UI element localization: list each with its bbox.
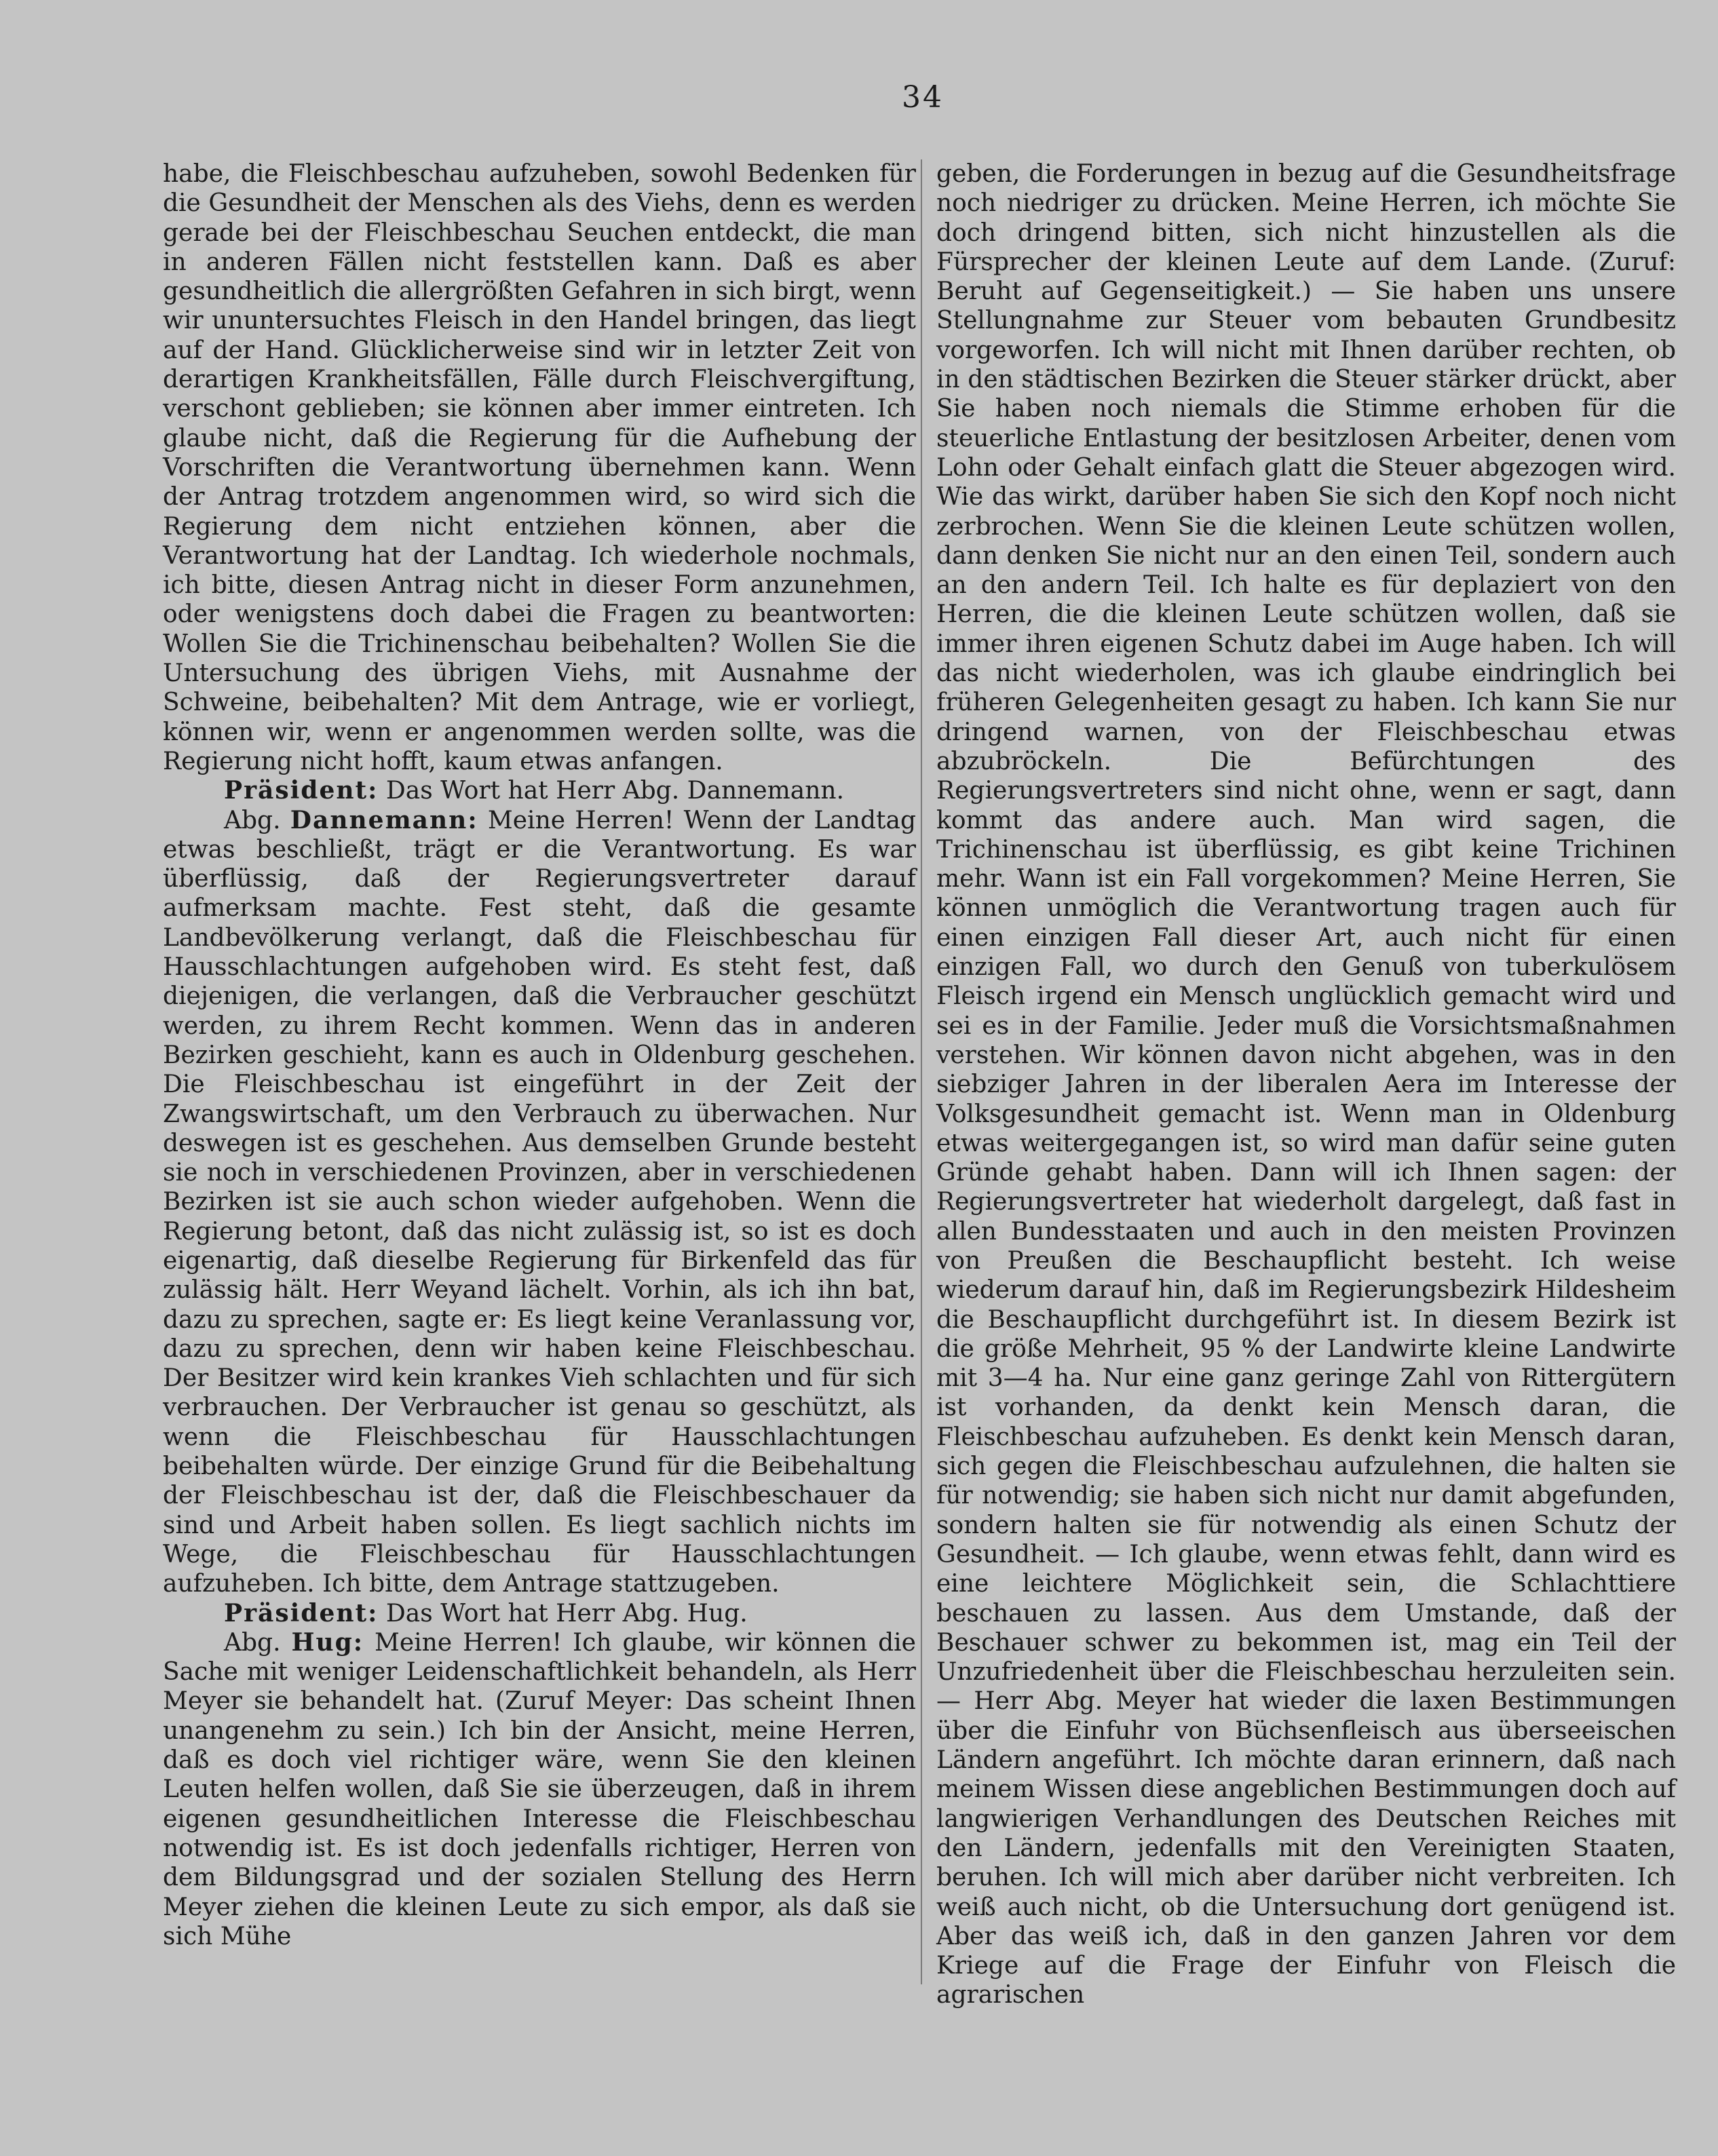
paragraph: geben, die Forderungen in bezug auf die Gesundheitsfrage noch niedriger zu drücken. Meine Herren, ich möchte Sie doch dringend bitten, sich nicht hinzustellen als die Fürsprecher der kleinen Leute auf dem Lande. (Zuruf: Beruht auf Gegenseitigkeit.) — Sie haben uns unsere Stellungnahme zur Steuer vom bebauten Grundbesitz vorgeworfen. Ich will nicht mit Ihnen darüber rechten, ob in den städtischen Bezirken die Steuer stärker drückt, aber Sie haben noch niemals die Stimme erhoben für die steuerliche Entlastung der besitzlosen Arbeiter, denen vom Lohn oder Gehalt einfach glatt die Steuer abgezogen wird. Wie das wirkt, darüber haben Sie sich den Kopf noch nicht zerbrochen. Wenn Sie die kleinen Leute schützen wollen, dann denken Sie nicht nur an den einen Teil, sondern auch an den andern Teil. Ich halte es für deplaziert von den Herren, die die kleinen Leute schützen wollen, daß sie immer ihren eigenen Schutz dabei im Auge haben. Ich will das nicht wiederholen, was ich glaube eindringlich bei früheren Gelegenheiten gesagt zu haben. Ich kann Sie nur dringend warnen, von der Fleischbeschau etwas abzubröckeln. Die Befürchtungen des Regierungsvertreters sind nicht ohne, wenn er sagt, dann kommt das andere auch. Man wird sagen, die Trichinenschau ist überflüssig, es gibt keine Trichinen mehr. Wann ist ein Fall vorgekommen? Meine Herren, Sie können unmöglich die Verantwortung tragen auch für einen einzigen Fall dieser Art, auch nicht für einen einzigen Fall, wo durch den Genuß von tuberkulösem Fleisch irgend ein Mensch unglücklich gemacht wird und sei es in der Familie. Jeder muß die Vorsichtsmaßnahmen verstehen. Wir können davon nicht abgehen, was in den siebziger Jahren in der liberalen Aera im Interesse der Volksgesundheit gemacht ist. Wenn man in Oldenburg etwas weitergegangen ist, so wird man dafür seine guten Gründe gehabt haben. Dann will ich Ihnen sagen: der Regierungsvertreter hat wiederholt dargelegt, daß fast in allen Bundesstaaten und auch in den meisten Provinzen von Preußen die Beschaupflicht besteht. Ich weise wiederum darauf hin, daß im Regierungsbezirk Hildesheim die Beschaupflicht durchgeführt ist. In diesem Bezirk ist die größe Mehrheit, 95 % der Landwirte kleine Landwirte mit 3—4 ha. Nur eine ganz geringe Zahl von Rittergütern ist vorhanden, da denkt kein Mensch daran, die Fleischbeschau aufzuheben. Es denkt kein Mensch daran, sich gegen die Fleischbeschau aufzulehnen, die halten sie für notwendig; sie haben sich nicht nur damit abgefunden, sondern halten sie für notwendig als einen Schutz der Gesundheit. — Ich glaube, wenn etwas fehlt, dann wird es eine leichtere Möglichkeit sein, die Schlachttiere beschauen zu lassen. Aus dem Umstande, daß der Beschauer schwer zu bekommen ist, mag ein Teil der Unzufriedenheit über die Fleischbeschau herzuleiten sein. — Herr Abg. Meyer hat wieder die laxen Bestimmungen über die Einfuhr von Büchsenfleisch aus überseeischen Ländern angeführt. Ich möchte daran erinnern, daß nach meinem Wissen diese angeblichen Bestimmungen doch auf langwierigen Verhandlungen des Deutschen Reiches mit den Ländern, jedenfalls mit den Vereinigten Staaten, beruhen. Ich will mich aber darüber nicht verbreiten. Ich weiß auch nicht, ob die Untersuchung dort genügend ist. Aber das weiß ich, daß in den ganzen Jahren vor dem Kriege auf die Frage der Einfuhr von Fleisch die agrarischen: [936, 160, 1676, 2009]
page-number: 34: [902, 80, 944, 115]
paragraph: [163, 806, 916, 1599]
paragraph: [163, 1599, 916, 1628]
paragraph-text: Meine Herren! Wenn der Landtag etwas beschließt, trägt er die Verantwortung. Es war überflüssig, daß der Regierungsvertreter darauf aufmerksam machte. Fest steht, daß die gesamte Landbevölkerung verlangt, daß die Fleischbeschau für Hausschlachtungen aufgehoben wird. Es steht fest, daß diejenigen, die verlangen, daß die Verbraucher geschützt werden, zu ihrem Recht kommen. Wenn das in anderen Bezirken geschieht, kann es auch in Oldenburg geschehen. Die Fleischbeschau ist eingeführt in der Zeit der Zwangswirtschaft, um den Verbrauch zu überwachen. Nur deswegen ist es geschehen. Aus demselben Grunde besteht sie noch in verschiedenen Provinzen, aber in verschiedenen Bezirken ist sie auch schon wieder aufgehoben. Wenn die Regierung betont, daß das nicht zulässig ist, so ist es doch eigenartig, daß dieselbe Regierung für Birkenfeld das für zulässig hält. Herr Weyand lächelt. Vorhin, als ich ihn bat, dazu zu sprechen, sagte er: Es liegt keine Veranlassung vor, dazu zu sprechen, denn wir haben keine Fleischbeschau. Der Besitzer wird kein krankes Vieh schlachten und für sich verbrauchen. Der Verbraucher ist genau so geschützt, als wenn die Fleischbeschau für Hausschlachtungen beibehalten würde. Der einzige Grund für die Beibehaltung der Fleischbeschau ist der, daß die Fleischbeschauer da sind und Arbeit haben sollen. Es liegt sachlich nichts im Wege, die Fleischbeschau für Hausschlachtungen aufzuheben. Ich bitte, dem Antrage stattzugeben.: [163, 806, 916, 1598]
speaker-prefix: Abg.: [224, 1628, 292, 1657]
paragraph-text: Das Wort hat Herr Abg. Hug.: [378, 1599, 748, 1628]
paragraph: habe, die Fleischbeschau aufzuheben, sowohl Bedenken für die Gesundheit der Menschen als des Viehs, denn es werden gerade bei der Fleischbeschau Seuchen entdeckt, die man in anderen Fällen nicht feststellen kann. Daß es aber gesundheitlich die allergrößten Gefahren in sich birgt, wenn wir ununtersuchtes Fleisch in den Handel bringen, das liegt auf der Hand. Glücklicherweise sind wir in letzter Zeit von derartigen Krankheitsfällen, Fälle durch Fleischvergiftung, verschont geblieben; sie können aber immer eintreten. Ich glaube nicht, daß die Regierung für die Aufhebung der Vorschriften die Verantwortung übernehmen kann. Wenn der Antrag trotzdem angenommen wird, so wird sich die Regierung dem nicht entziehen können, aber die Verantwortung hat der Landtag. Ich wiederhole nochmals, ich bitte, diesen Antrag nicht in dieser Form anzunehmen, oder wenigstens doch dabei die Fragen zu beantworten: Wollen Sie die Trichinenschau beibehalten? Wollen Sie die Untersuchung des übrigen Viehs, mit Ausnahme der Schweine, beibehalten? Mit dem Antrage, wie er vorliegt, können wir, wenn er angenommen werden sollte, was die Regierung nicht hofft, kaum etwas anfangen.: [163, 160, 916, 775]
paragraph-text: Das Wort hat Herr Abg. Dannemann.: [378, 777, 845, 805]
paragraph: [163, 776, 916, 805]
speaker-name: Präsident:: [224, 1598, 379, 1628]
paragraph-text: Meine Herren! Ich glaube, wir können die Sache mit weniger Leidenschaftlichkeit behandeln, als Herr Meyer sie behandelt hat. (Zuruf Meyer: Das scheint Ihnen unangenehm zu sein.) Ich bin der Ansicht, meine Herren, daß es doch viel richtiger wäre, wenn Sie den kleinen Leuten helfen wollen, daß Sie sie überzeugen, daß in ihrem eigenen gesundheitlichen Interesse die Fleischbeschau notwendig ist. Es ist doch jedenfalls richtiger, Herren von dem Bildungsgrad und der sozialen Stellung des Herrn Meyer ziehen die kleinen Leute zu sich empor, als daß sie sich Mühe: [163, 1628, 916, 1950]
right-column: [936, 159, 1676, 2010]
speaker-name: Präsident:: [224, 776, 379, 805]
speaker-prefix: Abg.: [224, 806, 290, 834]
speaker-name: Dannemann:: [290, 805, 478, 834]
left-column: [163, 159, 916, 1951]
paragraph: [163, 1628, 916, 1951]
speaker-name: Hug:: [291, 1628, 364, 1657]
column-divider: [921, 159, 922, 1984]
